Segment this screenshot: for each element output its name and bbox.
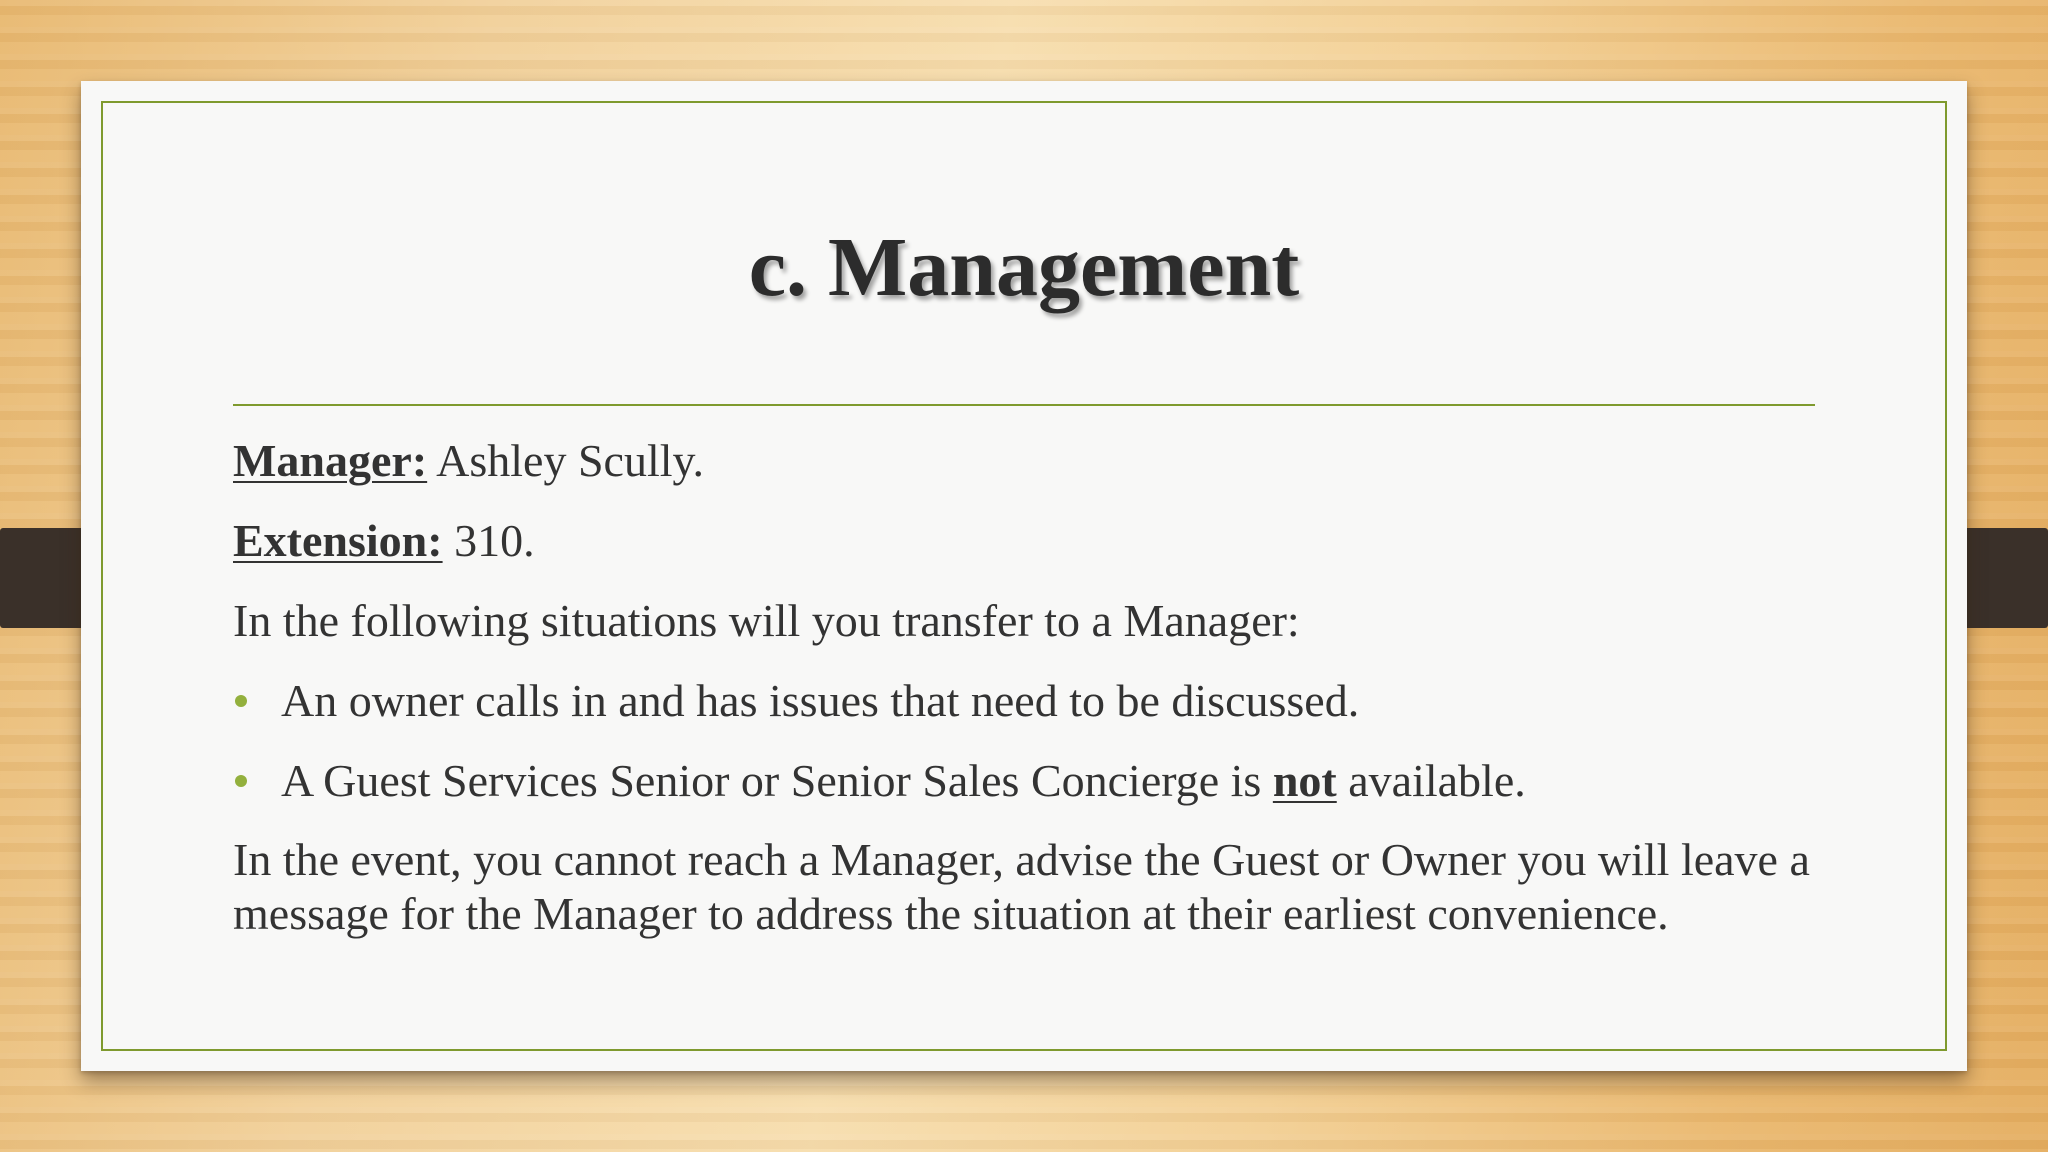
slide-content — [233, 433, 1833, 965]
list-item — [233, 673, 1833, 729]
bullet-dot-icon — [235, 775, 247, 787]
list-item — [233, 753, 1833, 809]
bullet-text-before: A Guest Services Senior or Senior Sales Concierge is — [281, 755, 1262, 806]
title-divider — [233, 404, 1815, 406]
bullet-text: An owner calls in and has issues that need to be discussed. — [281, 675, 1360, 726]
slide-title: c. Management — [748, 221, 1300, 314]
manager-value: Ashley Scully. — [436, 435, 705, 486]
intro-text: In the following situations will you transfer to a Manager: — [233, 595, 1300, 646]
extension-label: Extension: — [233, 515, 443, 566]
bullet-text-after: available. — [1348, 755, 1526, 806]
extension-line — [233, 513, 1833, 569]
bullet-dot-icon — [235, 695, 247, 707]
extension-value: 310. — [454, 515, 535, 566]
slide — [81, 81, 1967, 1071]
situation-list — [233, 673, 1833, 809]
manager-line — [233, 433, 1833, 489]
manager-label: Manager: — [233, 435, 428, 486]
closing-text: In the event, you cannot reach a Manager, advise the Guest or Owner you will leave a message for the Manager to address the situation at their earliest convenience. — [233, 834, 1810, 939]
bullet-emphasis: not — [1272, 755, 1337, 806]
